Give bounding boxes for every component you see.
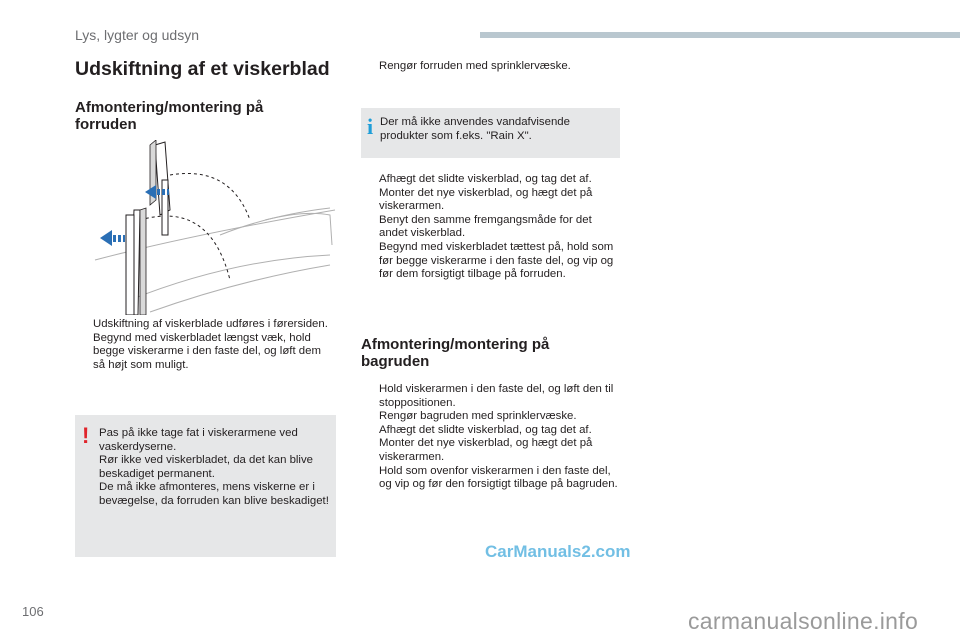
- list-item: Afhægt det slidte viskerblad, og tag det af.: [379, 173, 592, 185]
- watermark-carmanuals2: CarManuals2.com: [485, 542, 631, 561]
- front-replace-steps-list: [361, 173, 623, 282]
- rear-heading: Afmontering/montering på bagruden: [361, 336, 550, 370]
- rinse-step-list: [361, 60, 621, 74]
- list-item: Udskiftning af viskerblade udføres i førersiden.: [93, 318, 328, 330]
- page-number: 106: [22, 604, 44, 619]
- info-text: Der må ikke anvendes vandafvisende produkter som f.eks. "Rain X".: [380, 116, 570, 142]
- arrow-icon-lower: [100, 230, 125, 246]
- page-title: Udskiftning af et viskerblad: [75, 58, 330, 80]
- info-box: [361, 108, 620, 158]
- warning-box: [75, 415, 336, 557]
- rear-steps-list: [361, 383, 623, 492]
- front-heading: Afmontering/montering på forruden: [75, 99, 264, 133]
- list-item: Rengør forruden med sprinklervæske.: [379, 60, 571, 72]
- list-item: Begynd med viskerbladet længst væk, hold begge viskerarme i den faste del, og løft dem så højt som muligt.: [93, 331, 321, 371]
- list-item: Benyt den samme fremgangsmåde for det andet viskerblad.: [379, 213, 592, 240]
- section-title: Lys, lygter og udsyn: [75, 27, 199, 43]
- watermark-carmanualsonline: carmanualsonline.info: [688, 608, 919, 634]
- wiper-arm-near: [126, 208, 146, 315]
- list-item: Hold viskerarmen i den faste del, og løft den til stoppositionen.: [379, 383, 614, 409]
- front-steps-list: [75, 318, 335, 372]
- sweep-arc-lower: [140, 216, 230, 280]
- warning-text: Pas på ikke tage fat i viskerarmene ved vaskerdyserne. Rør ikke ved viskerbladet, da det kan blive beskadiget permanent. De må ikke afmonteres, mens viskerne er i bevægelse, da forruden kan blive beskadiget!: [99, 427, 329, 507]
- sweep-arc-upper: [170, 173, 250, 220]
- list-item: Monter det nye viskerblad, og hægt det på viskerarmen.: [379, 437, 593, 463]
- list-item: Monter det nye viskerblad, og hægt det på viskerarmen.: [379, 186, 593, 213]
- list-item: Begynd med viskerbladet tættest på, hold som før begge viskerarme i den faste del, og vip og før dem forsigtigt tilbage på forruden.: [379, 240, 614, 281]
- info-icon: i: [367, 114, 374, 139]
- list-item: Afhægt det slidte viskerblad, og tag det af.: [379, 423, 592, 436]
- wiper-illustration: [90, 140, 340, 315]
- header-bar: [480, 32, 960, 38]
- list-item: Hold som ovenfor viskerarmen i den faste del, og vip og før den forsigtigt tilbage på bagruden.: [379, 464, 618, 491]
- warning-icon: !: [82, 423, 90, 448]
- list-item: Rengør bagruden med sprinklervæske.: [379, 410, 577, 423]
